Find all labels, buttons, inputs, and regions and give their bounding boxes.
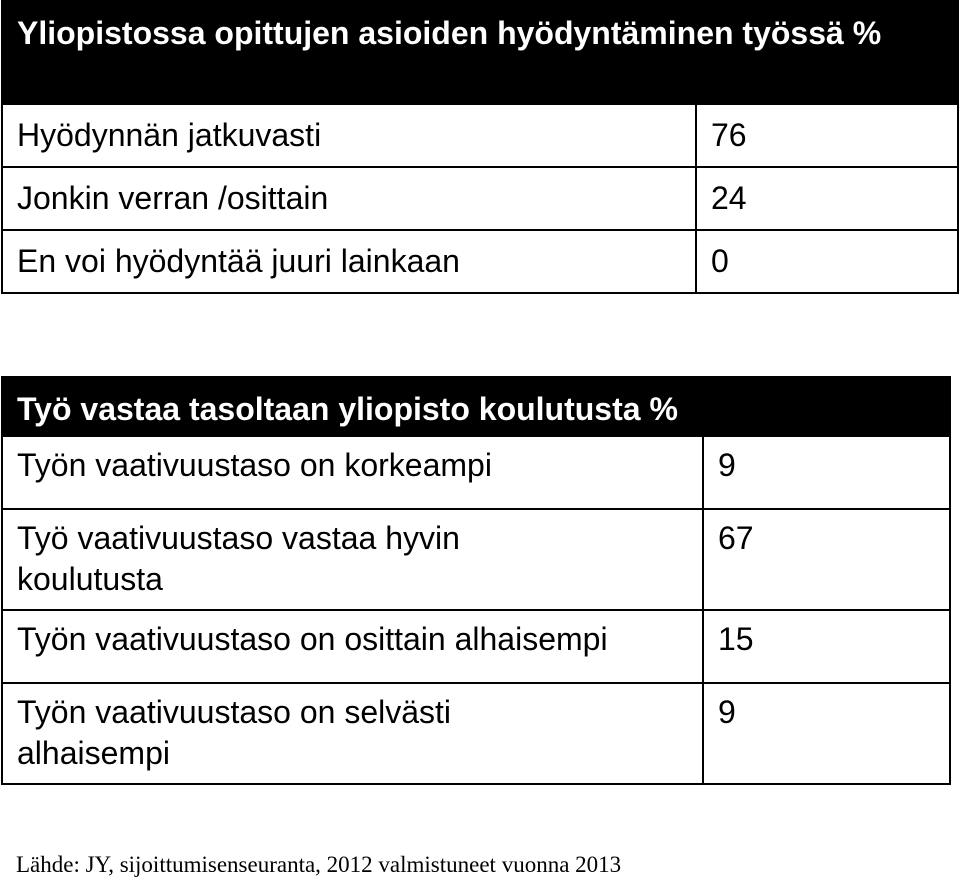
- table-row: [2, 509, 950, 610]
- table-row: [2, 683, 950, 784]
- row-value: 9: [703, 683, 950, 784]
- table-row: [2, 230, 958, 293]
- table-header-row: [2, 377, 950, 436]
- row-value: 24: [696, 167, 958, 230]
- row-value: 0: [696, 230, 958, 293]
- row-label: Hyödynnän jatkuvasti: [2, 104, 696, 167]
- row-value: 76: [696, 104, 958, 167]
- row-value: 67: [703, 509, 950, 610]
- row-label: En voi hyödyntää juuri lainkaan: [2, 230, 696, 293]
- job-level-table: [1, 376, 951, 785]
- row-label: Työ vaativuustaso vastaa hyvin koulutusta: [2, 509, 703, 610]
- row-label: Työn vaativuustaso on selvästi alhaisempi: [2, 683, 703, 784]
- table-title: Työ vastaa tasoltaan yliopisto koulutusta %: [2, 377, 950, 436]
- row-label: Työn vaativuustaso on korkeampi: [2, 436, 703, 509]
- row-label: Jonkin verran /osittain: [2, 167, 696, 230]
- table-row: [2, 104, 958, 167]
- table-row: [2, 610, 950, 683]
- row-value: 15: [703, 610, 950, 683]
- table-row: [2, 167, 958, 230]
- table-header-row: [2, 1, 958, 104]
- table-row: [2, 436, 950, 509]
- source-note: Lähde: JY, sijoittumisenseuranta, 2012 valmistuneet vuonna 2013: [16, 852, 622, 877]
- row-value: 9: [703, 436, 950, 509]
- row-label: Työn vaativuustaso on osittain alhaisempi: [2, 610, 703, 683]
- table-title: Yliopistossa opittujen asioiden hyödyntäminen työssä %: [2, 1, 958, 104]
- usage-of-learning-table: [1, 0, 959, 294]
